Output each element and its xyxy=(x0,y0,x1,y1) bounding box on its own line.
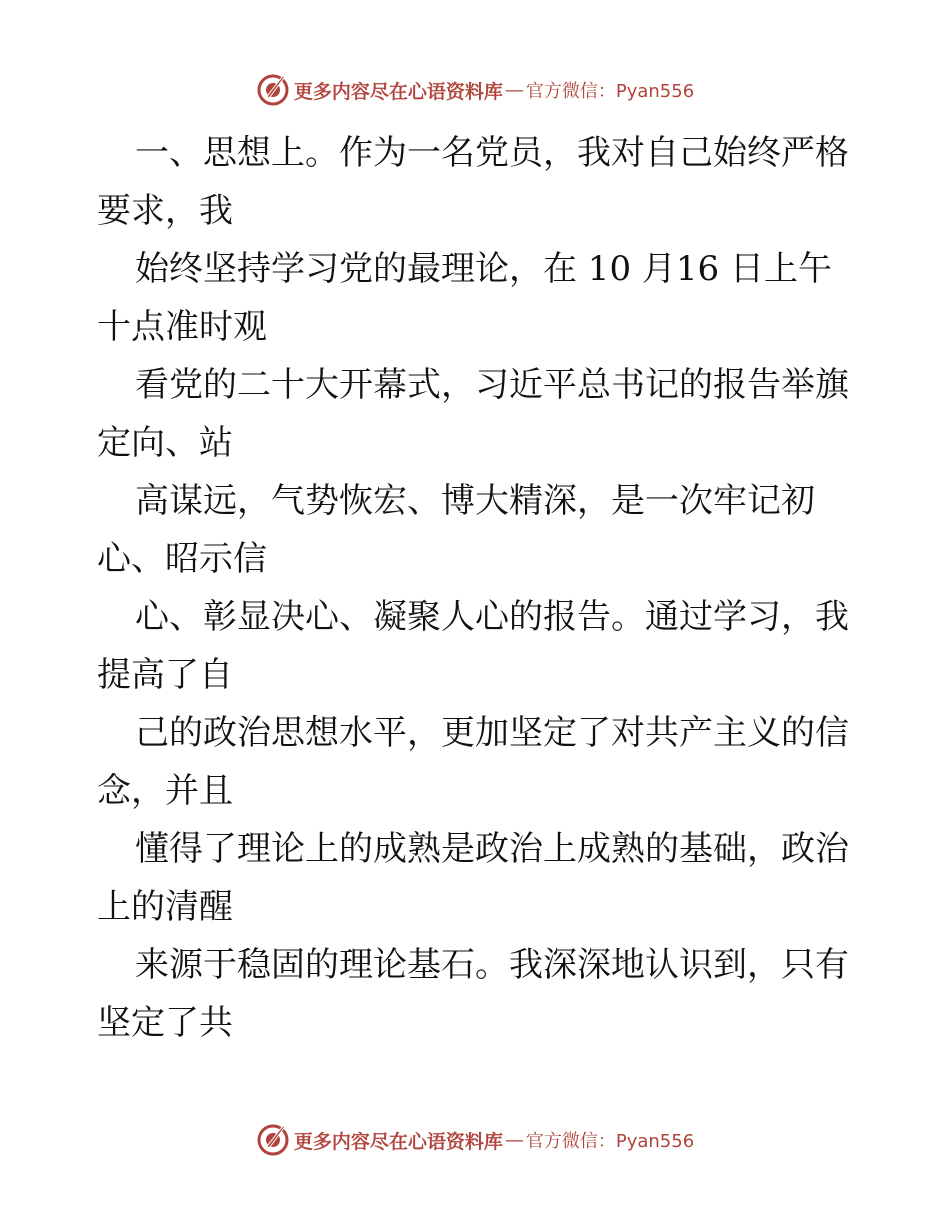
text-line: 来源于稳固的理论基石。我深深地认识到，只有 xyxy=(135,945,849,985)
text-line: 始终坚持学习党的最理论，在 10 月16 日上午 xyxy=(135,249,832,289)
footer-banner xyxy=(0,1120,950,1160)
text-line: 己的政治思想水平，更加坚定了对共产主义的信 xyxy=(135,713,849,753)
text-line: 念，并且 xyxy=(97,771,233,811)
banner-dash: — xyxy=(504,79,524,101)
banner-wechat: 官方微信：Pyan556 xyxy=(525,81,695,102)
text-line: 提高了自 xyxy=(97,655,233,695)
document-body xyxy=(97,124,857,1052)
text-line: 高谋远，气势恢宏、博大精深，是一次牢记初 xyxy=(135,481,815,521)
banner-wechat: 官方微信：Pyan556 xyxy=(525,1131,695,1152)
text-line: 要求，我 xyxy=(97,191,233,231)
text-line: 坚定了共 xyxy=(97,1003,233,1043)
text-line: 心、昭示信 xyxy=(97,539,267,579)
quill-logo-icon xyxy=(256,73,290,107)
text-line: 上的清醒 xyxy=(97,887,233,927)
text-line: 一、思想上。作为一名党员，我对自己始终严格 xyxy=(135,133,849,173)
text-line: 心、彰显决心、凝聚人心的报告。通过学习，我 xyxy=(135,597,849,637)
banner-dash: — xyxy=(504,1129,524,1151)
text-line: 懂得了理论上的成熟是政治上成熟的基础，政治 xyxy=(135,829,849,869)
banner-title: 更多内容尽在心语资料库 xyxy=(293,80,503,103)
text-line: 十点准时观 xyxy=(97,307,267,347)
header-banner xyxy=(0,70,950,110)
text-line: 看党的二十大开幕式，习近平总书记的报告举旗 xyxy=(135,365,849,405)
banner-title: 更多内容尽在心语资料库 xyxy=(293,1130,503,1153)
quill-logo-icon xyxy=(256,1123,290,1157)
text-line: 定向、站 xyxy=(97,423,233,463)
